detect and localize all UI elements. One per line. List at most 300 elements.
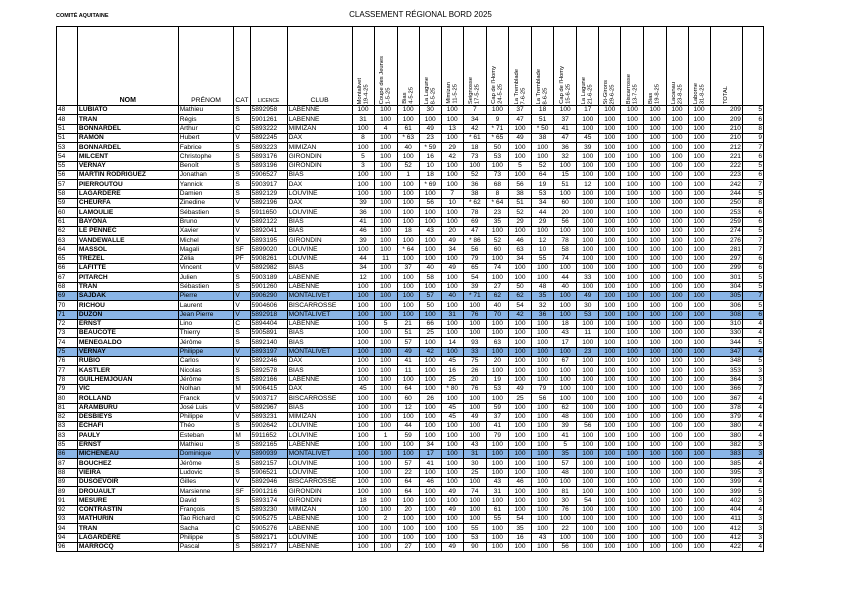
cell-score: 100 (508, 487, 531, 496)
cell-score: 100 (441, 133, 463, 142)
cell-score: 36 (352, 208, 374, 217)
cell-score: 100 (352, 505, 374, 514)
cell-score: 100 (599, 412, 621, 421)
cell-score: 76 (463, 310, 486, 319)
cell-score: 100 (374, 143, 397, 152)
cell-score: 100 (644, 524, 666, 533)
cell-score: 100 (688, 496, 710, 505)
cell-nom: VANDEWALLE (77, 236, 178, 245)
cell-score: 100 (599, 440, 621, 449)
cell-score: 50 (419, 301, 441, 310)
cell-score: 100 (397, 440, 419, 449)
cell-score: 100 (441, 329, 463, 338)
cell-score: 100 (599, 254, 621, 263)
cell-score: 53 (463, 533, 486, 542)
cell-score: 100 (599, 375, 621, 384)
cell-rank: 63 (57, 236, 78, 245)
cell-licence: 5893231 (250, 412, 287, 421)
cell-score: 100 (621, 254, 644, 263)
cell-score: 60 (397, 394, 419, 403)
cell-score: 100 (599, 384, 621, 393)
cell-nom: ERNST (77, 319, 178, 328)
cell-score: 100 (374, 152, 397, 161)
cell-score: 31 (352, 115, 374, 124)
cell-score: 18 (352, 496, 374, 505)
cell-score: 100 (508, 143, 531, 152)
cell-score: 100 (374, 412, 397, 421)
cell-score: 100 (599, 459, 621, 468)
cell-score: 100 (666, 143, 688, 152)
cell-prenom: Dominique (178, 449, 234, 458)
cell-score: 64 (532, 171, 554, 180)
table-row (57, 217, 764, 226)
header-pts (742, 27, 763, 106)
cell-score: 100 (352, 449, 374, 458)
cell-score: * 50 (532, 124, 554, 133)
cell-total: 250 (710, 198, 742, 207)
cell-nom: BONNARDEL (77, 124, 178, 133)
cell-score: 100 (463, 477, 486, 486)
cell-score: 39 (352, 198, 374, 207)
cell-score: 100 (621, 282, 644, 291)
cell-score: 100 (644, 236, 666, 245)
cell-pts: 7 (742, 291, 763, 300)
cell-cat: S (234, 208, 250, 217)
cell-club: LABENNE (287, 524, 352, 533)
table-row (57, 496, 764, 505)
cell-score: 81 (554, 487, 577, 496)
cell-total: 274 (710, 226, 742, 235)
cell-total: 301 (710, 273, 742, 282)
cell-score: 100 (666, 477, 688, 486)
cell-score: 100 (508, 124, 531, 133)
cell-score: 100 (688, 533, 710, 542)
cell-score: 39 (352, 236, 374, 245)
cell-cat: S (234, 143, 250, 152)
cell-cat: V (234, 449, 250, 458)
cell-score: 76 (554, 505, 577, 514)
cell-score: 49 (508, 133, 531, 142)
cell-score: 61 (397, 124, 419, 133)
cell-cat: S (234, 505, 250, 514)
cell-score: 62 (508, 291, 531, 300)
cell-total: 364 (710, 375, 742, 384)
cell-score: 100 (508, 431, 531, 440)
cell-score: 100 (599, 338, 621, 347)
cell-score: 100 (666, 412, 688, 421)
cell-licence: 5904606 (250, 301, 287, 310)
cell-score: 100 (554, 264, 577, 273)
cell-score: 100 (577, 319, 599, 328)
cell-rank: 66 (57, 264, 78, 273)
cell-score: 100 (532, 496, 554, 505)
cell-score: 100 (688, 477, 710, 486)
cell-nom: LAGARDÈRE (77, 189, 178, 198)
cell-score: 100 (441, 115, 463, 124)
cell-score: 93 (463, 338, 486, 347)
cell-prenom: Arthur (178, 124, 234, 133)
cell-score: 42 (508, 310, 531, 319)
cell-score: 100 (532, 542, 554, 551)
cell-club: LABENNE (287, 440, 352, 449)
cell-prenom: José Luis (178, 403, 234, 412)
event-place: Lacanau (670, 81, 677, 104)
cell-score: 100 (599, 496, 621, 505)
ranking-table (56, 26, 764, 552)
cell-score: 100 (374, 282, 397, 291)
cell-score: 100 (666, 291, 688, 300)
cell-nom: VIC (77, 384, 178, 393)
header-event (374, 27, 397, 106)
cell-pts: 6 (742, 254, 763, 263)
cell-score: * 80 (441, 384, 463, 393)
cell-pts: 4 (742, 542, 763, 551)
cell-score: 41 (554, 124, 577, 133)
cell-score: 62 (486, 291, 508, 300)
cell-score: 100 (577, 394, 599, 403)
cell-score: * 64 (486, 198, 508, 207)
cell-score: 2 (374, 515, 397, 524)
cell-rank: 51 (57, 133, 78, 142)
cell-score: 100 (644, 394, 666, 403)
cell-score: 100 (397, 198, 419, 207)
cell-prenom: Julien (178, 273, 234, 282)
cell-score: 100 (599, 264, 621, 273)
table-row (57, 189, 764, 198)
cell-nom: RUBIO (77, 357, 178, 366)
cell-score: 100 (621, 542, 644, 551)
cell-cat: V (234, 412, 250, 421)
cell-score: 100 (644, 422, 666, 431)
cell-score: 100 (666, 542, 688, 551)
cell-score: 100 (419, 245, 441, 254)
table-row (57, 245, 764, 254)
cell-score: 100 (441, 254, 463, 263)
cell-nom: DUSOEVOIR (77, 477, 178, 486)
cell-score: 100 (666, 319, 688, 328)
cell-rank: 91 (57, 496, 78, 505)
cell-cat: S (234, 189, 250, 198)
cell-score: 49 (397, 347, 419, 356)
cell-score: 100 (621, 143, 644, 152)
cell-score: 64 (397, 477, 419, 486)
cell-pts: 5 (742, 189, 763, 198)
cell-score: 56 (532, 394, 554, 403)
cell-score: 37 (508, 106, 531, 115)
cell-score: 12 (352, 273, 374, 282)
cell-score: 100 (486, 468, 508, 477)
cell-prenom: Pierre (178, 291, 234, 300)
cell-score: 100 (666, 171, 688, 180)
cell-score: 100 (374, 189, 397, 198)
header-event-label (671, 82, 684, 104)
cell-licence: 5892578 (250, 366, 287, 375)
cell-licence: 5906527 (250, 171, 287, 180)
cell-score: 100 (688, 106, 710, 115)
cell-rank: 65 (57, 254, 78, 263)
cell-score: 100 (508, 152, 531, 161)
header-event (463, 27, 486, 106)
cell-score: 100 (621, 515, 644, 524)
cell-score: 100 (352, 291, 374, 300)
cell-score: 67 (554, 357, 577, 366)
cell-score: 100 (374, 310, 397, 319)
cell-score: 19 (486, 375, 508, 384)
cell-rank: 92 (57, 505, 78, 514)
cell-score: 100 (621, 226, 644, 235)
cell-score: 100 (644, 180, 666, 189)
cell-score: 100 (688, 124, 710, 133)
cell-score: 46 (419, 477, 441, 486)
cell-score: 52 (486, 236, 508, 245)
cell-score: 54 (463, 273, 486, 282)
cell-score: 100 (577, 375, 599, 384)
cell-nom: ERNST (77, 440, 178, 449)
cell-score: 100 (486, 329, 508, 338)
cell-score: 33 (577, 273, 599, 282)
cell-score: 100 (374, 273, 397, 282)
cell-score: 47 (508, 115, 531, 124)
cell-club: LOUVINE (287, 533, 352, 542)
cell-score: 5 (374, 319, 397, 328)
cell-score: 100 (577, 226, 599, 235)
cell-score: 100 (419, 310, 441, 319)
cell-total: 379 (710, 412, 742, 421)
cell-score: 12 (532, 236, 554, 245)
cell-pts: 5 (742, 106, 763, 115)
table-row (57, 412, 764, 421)
cell-nom: BAYONA (77, 217, 178, 226)
cell-score: 100 (621, 338, 644, 347)
cell-score: 100 (532, 459, 554, 468)
cell-score: 100 (666, 208, 688, 217)
cell-score: 100 (397, 282, 419, 291)
cell-score: 73 (486, 171, 508, 180)
cell-club: GIRONDIN (287, 236, 352, 245)
cell-score: 40 (419, 264, 441, 273)
cell-club: MONTALIVET (287, 291, 352, 300)
cell-score: 100 (577, 515, 599, 524)
cell-score: 100 (688, 338, 710, 347)
cell-cat: S (234, 459, 250, 468)
cell-score: 100 (666, 189, 688, 198)
cell-score: 48 (554, 468, 577, 477)
table-row (57, 171, 764, 180)
cell-nom: ÉCHAFI (77, 422, 178, 431)
cell-score: 100 (397, 291, 419, 300)
cell-total: 367 (710, 394, 742, 403)
cell-score: 100 (621, 198, 644, 207)
cell-score: 100 (374, 301, 397, 310)
cell-total: 305 (710, 291, 742, 300)
cell-score: 100 (599, 366, 621, 375)
cell-score: 100 (599, 310, 621, 319)
cell-rank: 64 (57, 245, 78, 254)
cell-total: 306 (710, 301, 742, 310)
cell-score: 55 (486, 515, 508, 524)
cell-score: 17 (577, 106, 599, 115)
cell-total: 399 (710, 477, 742, 486)
cell-score: 100 (419, 217, 441, 226)
cell-score: 100 (397, 217, 419, 226)
cell-score: 49 (419, 124, 441, 133)
cell-rank: 94 (57, 524, 78, 533)
cell-score: 38 (532, 133, 554, 142)
cell-score: 100 (352, 533, 374, 542)
cell-licence: 5892140 (250, 338, 287, 347)
cell-score: 16 (508, 533, 531, 542)
cell-score: 50 (486, 143, 508, 152)
cell-score: 100 (352, 477, 374, 486)
cell-score: 100 (644, 301, 666, 310)
cell-prenom: Thierry (178, 329, 234, 338)
cell-score: 38 (463, 189, 486, 198)
cell-score: 100 (666, 254, 688, 263)
event-date: 8-6-25 (542, 87, 549, 104)
cell-score: 100 (532, 375, 554, 384)
cell-score: 100 (688, 133, 710, 142)
cell-score: 37 (486, 412, 508, 421)
cell-licence: 5892165 (250, 440, 287, 449)
cell-score: 100 (621, 403, 644, 412)
header-club: CLUB (287, 27, 352, 106)
cell-score: 100 (486, 496, 508, 505)
table-row (57, 282, 764, 291)
cell-score: 100 (621, 487, 644, 496)
cell-score: 100 (419, 487, 441, 496)
cell-score: 100 (463, 319, 486, 328)
cell-score: * 69 (419, 180, 441, 189)
cell-score: 18 (419, 171, 441, 180)
cell-score: 100 (532, 366, 554, 375)
cell-club: GIRONDIN (287, 496, 352, 505)
cell-score: 100 (644, 152, 666, 161)
cell-score: 100 (419, 208, 441, 217)
cell-club: MIMIZAN (287, 124, 352, 133)
cell-score: 78 (554, 236, 577, 245)
cell-total: 411 (710, 515, 742, 524)
cell-pts: 7 (742, 180, 763, 189)
cell-score: 100 (644, 310, 666, 319)
cell-score: 5 (508, 161, 531, 170)
cell-licence: 5892129 (250, 189, 287, 198)
cell-pts: 4 (742, 459, 763, 468)
cell-score: 100 (644, 133, 666, 142)
cell-rank: 83 (57, 422, 78, 431)
cell-score: 100 (621, 496, 644, 505)
cell-score: 100 (463, 431, 486, 440)
cell-score: 100 (599, 515, 621, 524)
cell-score: 51 (508, 198, 531, 207)
cell-club: LOUVINE (287, 245, 352, 254)
cell-score: 100 (666, 524, 688, 533)
cell-rank: 87 (57, 459, 78, 468)
cell-total: 308 (710, 310, 742, 319)
cell-prenom: Christophe (178, 152, 234, 161)
cell-nom: LAMOULIE (77, 208, 178, 217)
cell-score: 100 (397, 524, 419, 533)
cell-nom: PAULY (77, 431, 178, 440)
cell-prenom: Michel (178, 236, 234, 245)
cell-score: 100 (374, 542, 397, 551)
cell-score: 100 (508, 468, 531, 477)
cell-rank: 59 (57, 198, 78, 207)
cell-score: 100 (397, 412, 419, 421)
cell-score: 100 (419, 422, 441, 431)
table-row (57, 208, 764, 217)
header-event (532, 27, 554, 106)
table-row (57, 542, 764, 551)
cell-score: 100 (374, 226, 397, 235)
cell-rank: 93 (57, 515, 78, 524)
cell-licence: 5892157 (250, 459, 287, 468)
cell-licence: 5893197 (250, 347, 287, 356)
header-event (352, 27, 374, 106)
table-row (57, 515, 764, 524)
cell-licence: 5906415 (250, 384, 287, 393)
cell-score: 100 (508, 329, 531, 338)
cell-score: 44 (352, 254, 374, 263)
cell-nom: MILCENT (77, 152, 178, 161)
table-row (57, 254, 764, 263)
cell-cat: S (234, 366, 250, 375)
cell-nom: KASTLER (77, 366, 178, 375)
cell-score: 100 (688, 301, 710, 310)
cell-club: BISCARROSSE (287, 394, 352, 403)
cell-pts: 5 (742, 301, 763, 310)
cell-score: 100 (554, 515, 577, 524)
cell-score: 100 (441, 477, 463, 486)
cell-score: 46 (352, 226, 374, 235)
cell-total: 223 (710, 171, 742, 180)
cell-score: 33 (463, 347, 486, 356)
table-row (57, 329, 764, 338)
cell-score: 74 (486, 264, 508, 273)
cell-score: 100 (688, 505, 710, 514)
cell-score: 100 (554, 161, 577, 170)
cell-score: 100 (599, 329, 621, 338)
table-row (57, 394, 764, 403)
event-place: La Lagune (581, 76, 588, 104)
cell-score: 41 (419, 459, 441, 468)
cell-score: 18 (532, 106, 554, 115)
cell-score: 100 (621, 357, 644, 366)
cell-licence: 5892967 (250, 403, 287, 412)
cell-score: 100 (508, 264, 531, 273)
cell-score: 100 (508, 505, 531, 514)
cell-score: 100 (374, 291, 397, 300)
cell-pts: 5 (742, 338, 763, 347)
cell-score: 100 (554, 301, 577, 310)
cell-score: 41 (554, 431, 577, 440)
cell-score: 40 (554, 282, 577, 291)
table-row (57, 533, 764, 542)
cell-score: 100 (441, 106, 463, 115)
cell-score: 100 (688, 115, 710, 124)
cell-rank: 94 (57, 533, 78, 542)
cell-score: 43 (419, 226, 441, 235)
cell-score: 100 (441, 515, 463, 524)
cell-score: 29 (508, 217, 531, 226)
header-event (419, 27, 441, 106)
cell-score: 100 (688, 189, 710, 198)
cell-score: 100 (352, 394, 374, 403)
cell-licence: 5894404 (250, 319, 287, 328)
cell-cat: S (234, 468, 250, 477)
cell-score: 100 (419, 282, 441, 291)
cell-pts: 6 (742, 264, 763, 273)
cell-score: 100 (374, 403, 397, 412)
